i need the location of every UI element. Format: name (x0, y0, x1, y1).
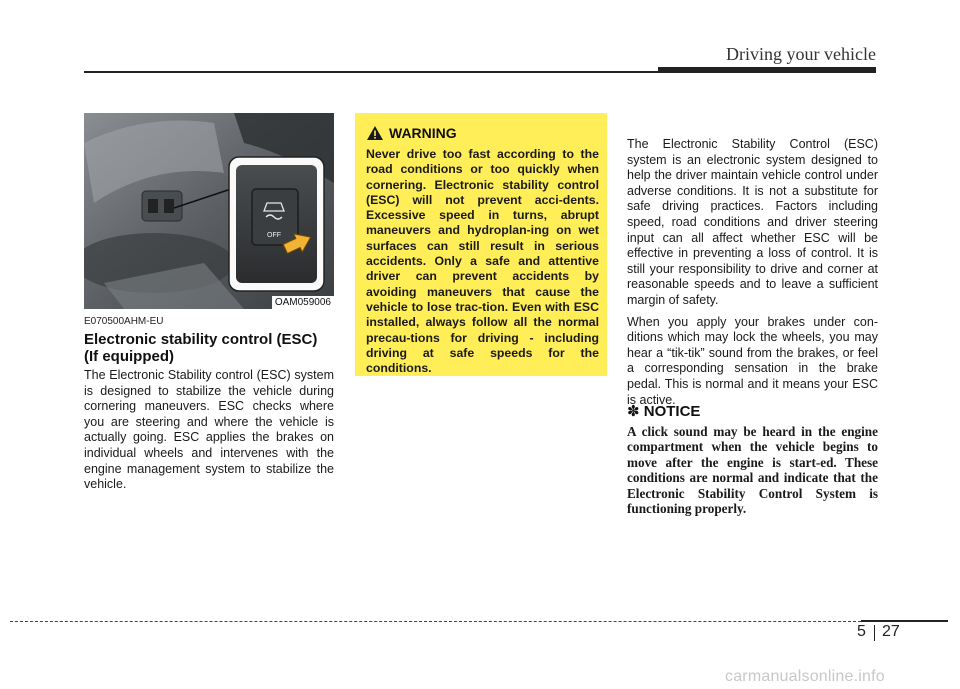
section-id: E070500AHM-EU (84, 316, 164, 327)
page-number-divider (874, 625, 875, 641)
footer-rule (861, 620, 948, 622)
section-title-line1: Electronic stability control (ESC) (84, 331, 318, 348)
esc-description (627, 137, 878, 414)
notice-text: A click sound may be heard in the engine compartment when the vehicle begins to move after the engine is start-ed. These conditions are normal and indicate that the Electronic Stability Control System is functioning properly. (627, 424, 878, 517)
running-header-title: Driving your vehicle (726, 44, 876, 64)
esc-off-label: OFF (267, 232, 281, 239)
watermark: carmanualsonline.info (725, 668, 885, 685)
chapter-number: 5 (857, 623, 866, 640)
footer-dashed-rule (10, 621, 861, 622)
warning-text: Never drive too fast according to the road conditions or too quickly when cornering. Electronic stability control (ESC) will not prevent acci-dents. Excessive speed in turns, abrupt maneuvers and hydroplan-ing on wet surfaces can still result in serious accidents. Only a safe and attentive driver can prevent accidents by avoiding maneuvers that cause the vehicle to lose trac-tion. Even with ESC installed, always follow all the normal precau-tions for driving - including driving at safe speeds for the conditions. (366, 147, 599, 376)
warning-box (355, 113, 607, 376)
esc-description-para2: When you apply your brakes under con-ditions which may lock the wheels, you may hear a “tik-tik” sound from the brakes, or feel a corresponding sensation in the brake pedal. This is normal and it means your ESC is active. (627, 314, 878, 407)
warning-title: WARNING (389, 125, 457, 141)
section-body: The Electronic Stability control (ESC) system is designed to stabilize the vehicle during cornering maneuvers. ESC checks where you are steering and where the vehicle is actually going. ESC applies the brakes on individual wheels and intervenes with the engine management system to stabilize the vehicle. (84, 368, 334, 492)
warning-header (366, 123, 599, 143)
warning-triangle-icon (366, 125, 384, 141)
esc-description-para1: The Electronic Stability Control (ESC) system is an electronic system designed to help the driver maintain vehicle control under adverse conditions. It is not a substitute for safe driving practices. Factors including speed, road conditions and driver steering input can all affect whether ESC will be effective in preventing a loss of control. It is still your responsibility to drive and corner at reasonable speeds and to leave a sufficient margin of safety. (627, 137, 878, 307)
section-title-line2: (If equipped) (84, 348, 174, 365)
page-number: 27 (882, 623, 900, 640)
figure-code: OAM059006 (272, 296, 334, 309)
header-rule-accent (658, 67, 876, 73)
dashboard-illustration (84, 113, 334, 309)
esc-button-photo (84, 113, 334, 309)
notice-title: ✽ NOTICE (627, 403, 701, 420)
section-title (84, 331, 334, 365)
